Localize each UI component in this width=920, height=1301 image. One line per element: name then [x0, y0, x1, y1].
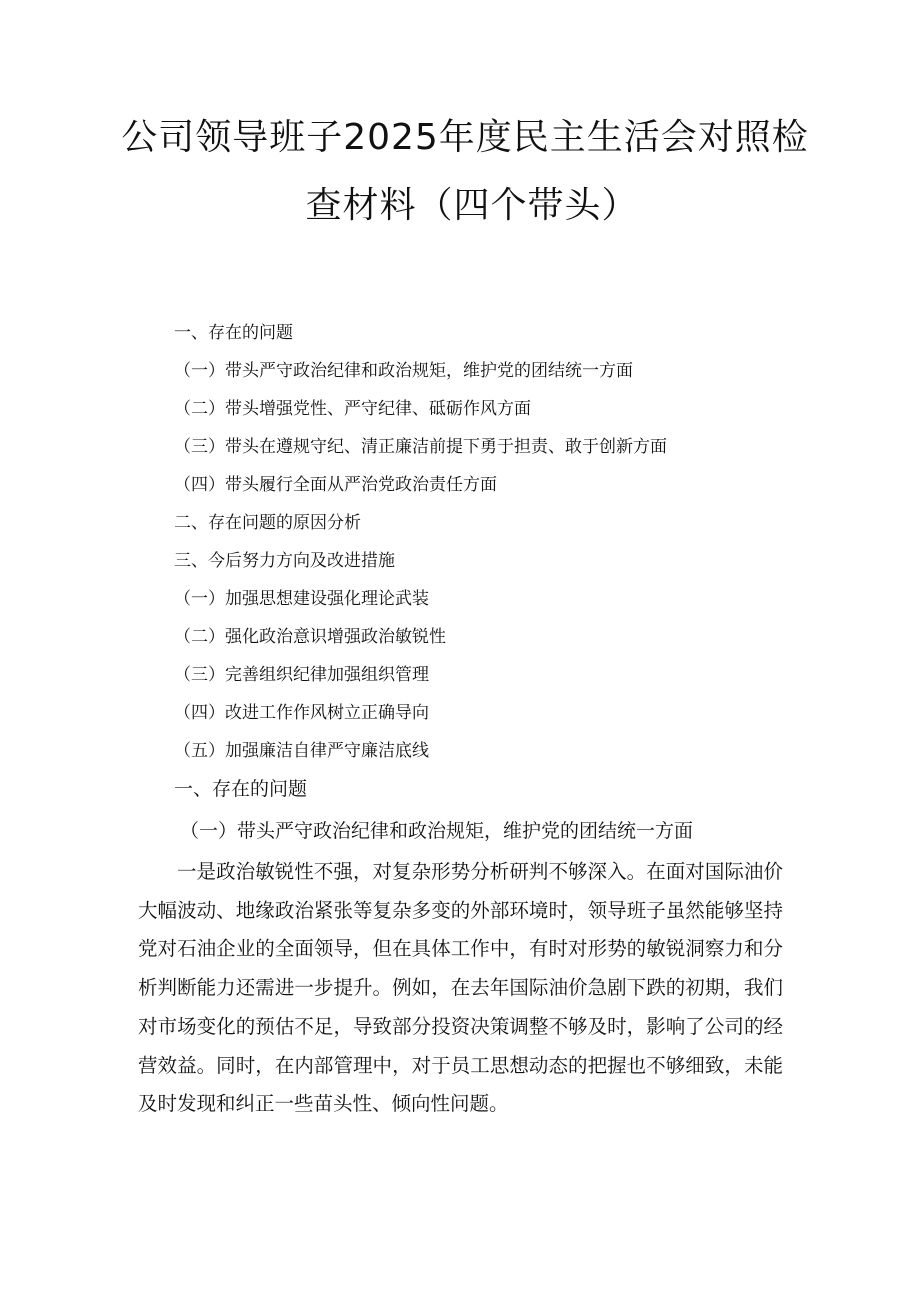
toc-item: （三）完善组织纪律加强组织管理 [174, 665, 429, 685]
subsection-heading: （一）带头严守政治纪律和政治规矩，维护党的团结统一方面 [180, 820, 694, 842]
body-paragraph: 一是政治敏锐性不强，对复杂形势分析研判不够深入。在面对国际油价大幅波动、地缘政治紧张等复杂多变的外部环境时，领导班子虽然能够坚持党对石油企业的全面领导，但在具体工作中，有时对形势的敏锐洞察力和分析判断能力还需进一步提升。例如，在去年国际油价急剧下跌的初期，我们对市场变化的预估不足，导致部分投资决策调整不够及时，影响了公司的经营效益。同时，在内部管理中，对于员工思想动态的把握也不够细致，未能及时发现和纠正一些苗头性、倾向性问题。 [138, 860, 783, 1116]
toc-item: 一、存在的问题 [174, 323, 293, 343]
toc-item: （五）加强廉洁自律严守廉洁底线 [174, 741, 429, 761]
document-title-line-1: 公司领导班子2025年度民主生活会对照检 [121, 117, 809, 158]
toc-item: （一）带头严守政治纪律和政治规矩，维护党的团结统一方面 [174, 361, 633, 381]
toc-item: （三）带头在遵规守纪、清正廉洁前提下勇于担责、敢于创新方面 [174, 437, 667, 457]
toc-item: （二）强化政治意识增强政治敏锐性 [174, 627, 446, 647]
toc-item: （四）带头履行全面从严治党政治责任方面 [174, 475, 497, 495]
section-heading: 一、存在的问题 [174, 778, 308, 800]
toc-item: （四）改进工作作风树立正确导向 [174, 703, 429, 723]
toc-item: 二、存在问题的原因分析 [174, 513, 361, 533]
toc-item: （二）带头增强党性、严守纪律、砥砺作风方面 [174, 399, 531, 419]
toc-item: 三、今后努力方向及改进措施 [174, 551, 395, 571]
toc-item: （一）加强思想建设强化理论武装 [174, 589, 429, 609]
document-title-line-2: 查材料（四个带头） [305, 185, 639, 226]
